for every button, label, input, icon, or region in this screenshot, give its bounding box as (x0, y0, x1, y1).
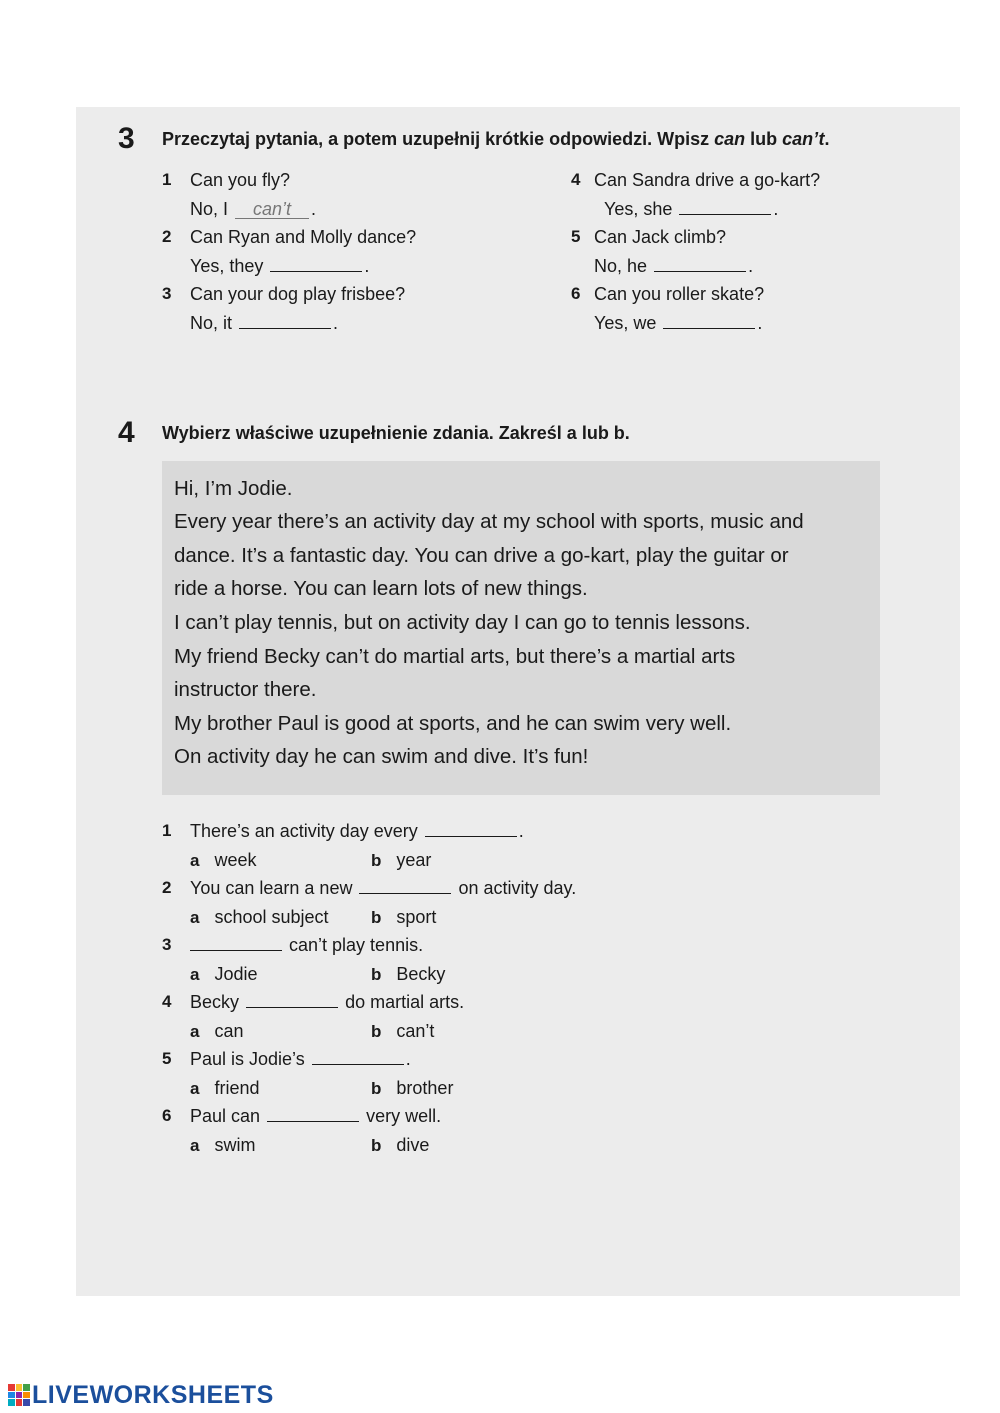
logo-blocks-icon (8, 1384, 30, 1406)
ex3-item-number: 6 (571, 284, 581, 303)
ex3-question: Can you fly? (190, 170, 291, 190)
liveworksheets-logo[interactable] (8, 1382, 274, 1408)
gap-field (359, 877, 451, 894)
ex4-question-number: 6 (162, 1106, 172, 1125)
ex3-item-number: 4 (571, 170, 581, 189)
answer-field-2[interactable] (270, 255, 362, 272)
option-b[interactable]: b Becky (371, 964, 446, 984)
ex4-question-number: 5 (162, 1049, 172, 1068)
ex4-question: can’t play tennis. (190, 934, 423, 956)
ex4-question: Paul is Jodie’s . (190, 1049, 411, 1069)
option-b[interactable]: b can’t (371, 1021, 435, 1041)
answer-field-6[interactable] (663, 312, 755, 329)
ex3-question: Can you roller skate? (594, 284, 765, 304)
ex3-answer: No, he . (594, 256, 754, 276)
ex3-item-number: 2 (162, 227, 172, 246)
ex3-answer: Yes, they . (190, 256, 370, 276)
gap-field (246, 991, 338, 1008)
reading-line: I can’t play tennis, but on activity day I can go to tennis lessons. (174, 611, 751, 634)
answer-field-4[interactable] (679, 198, 771, 215)
reading-line: Every year there’s an activity day at my school with sports, music and (174, 510, 804, 533)
ex3-question: Can Sandra drive a go-kart? (594, 170, 821, 190)
ex3-question: Can Ryan and Molly dance? (190, 227, 417, 247)
ex3-answer: Yes, she . (604, 199, 779, 219)
ex4-question: There’s an activity day every . (190, 821, 524, 841)
reading-line: My brother Paul is good at sports, and he can swim very well. (174, 712, 732, 735)
ex4-question-number: 2 (162, 878, 172, 897)
ex4-question: You can learn a new on activity day. (190, 878, 577, 898)
ex3-item-number: 3 (162, 284, 172, 303)
logo-text: LIVEWORKSHEETS (32, 1381, 274, 1409)
ex4-question-number: 1 (162, 821, 172, 840)
reading-line: My friend Becky can’t do martial arts, but there’s a martial arts (174, 645, 736, 668)
gap-field (190, 934, 282, 951)
gap-field (312, 1048, 404, 1065)
ex4-question-number: 4 (162, 992, 172, 1011)
ex4-question: Paul can very well. (190, 1106, 442, 1126)
ex3-question: Can your dog play frisbee? (190, 284, 406, 304)
option-a[interactable]: a week (190, 850, 257, 870)
option-a[interactable]: a swim (190, 1135, 256, 1155)
reading-text-box (162, 461, 880, 795)
gap-field (267, 1105, 359, 1122)
exercise-3-number: 3 (118, 122, 135, 155)
exercise-4-title: Wybierz właściwe uzupełnienie zdania. Zakreśl a lub b. (162, 423, 630, 443)
ex4-question-number: 3 (162, 935, 172, 954)
ex3-item-number: 1 (162, 170, 172, 189)
reading-line: dance. It’s a fantastic day. You can drive a go-kart, play the guitar or (174, 544, 789, 567)
answer-field-1[interactable]: can’t (235, 200, 309, 219)
reading-line: instructor there. (174, 678, 317, 701)
exercise-3-title: Przeczytaj pytania, a potem uzupełnij krótkie odpowiedzi. Wpisz can lub can’t. (162, 129, 830, 149)
reading-line: Hi, I’m Jodie. (174, 477, 293, 500)
option-a[interactable]: a school subject (190, 907, 329, 927)
ex3-answer: Yes, we . (594, 313, 763, 333)
answer-field-5[interactable] (654, 255, 746, 272)
exercise-4-number: 4 (118, 416, 135, 449)
option-b[interactable]: b brother (371, 1078, 454, 1098)
ex3-answer: No, I can’t . (190, 199, 317, 219)
gap-field (425, 820, 517, 837)
reading-line: ride a horse. You can learn lots of new things. (174, 577, 588, 600)
option-a[interactable]: a can (190, 1021, 244, 1041)
ex3-question: Can Jack climb? (594, 227, 727, 247)
ex4-question: Becky do martial arts. (190, 992, 465, 1012)
option-b[interactable]: b dive (371, 1135, 430, 1155)
answer-field-3[interactable] (239, 312, 331, 329)
ex3-item-number: 5 (571, 227, 581, 246)
option-b[interactable]: b sport (371, 907, 437, 927)
ex3-answer: No, it . (190, 313, 339, 333)
option-a[interactable]: a friend (190, 1078, 260, 1098)
option-b[interactable]: b year (371, 850, 432, 870)
reading-line: On activity day he can swim and dive. It’s fun! (174, 745, 589, 768)
option-a[interactable]: a Jodie (190, 964, 258, 984)
